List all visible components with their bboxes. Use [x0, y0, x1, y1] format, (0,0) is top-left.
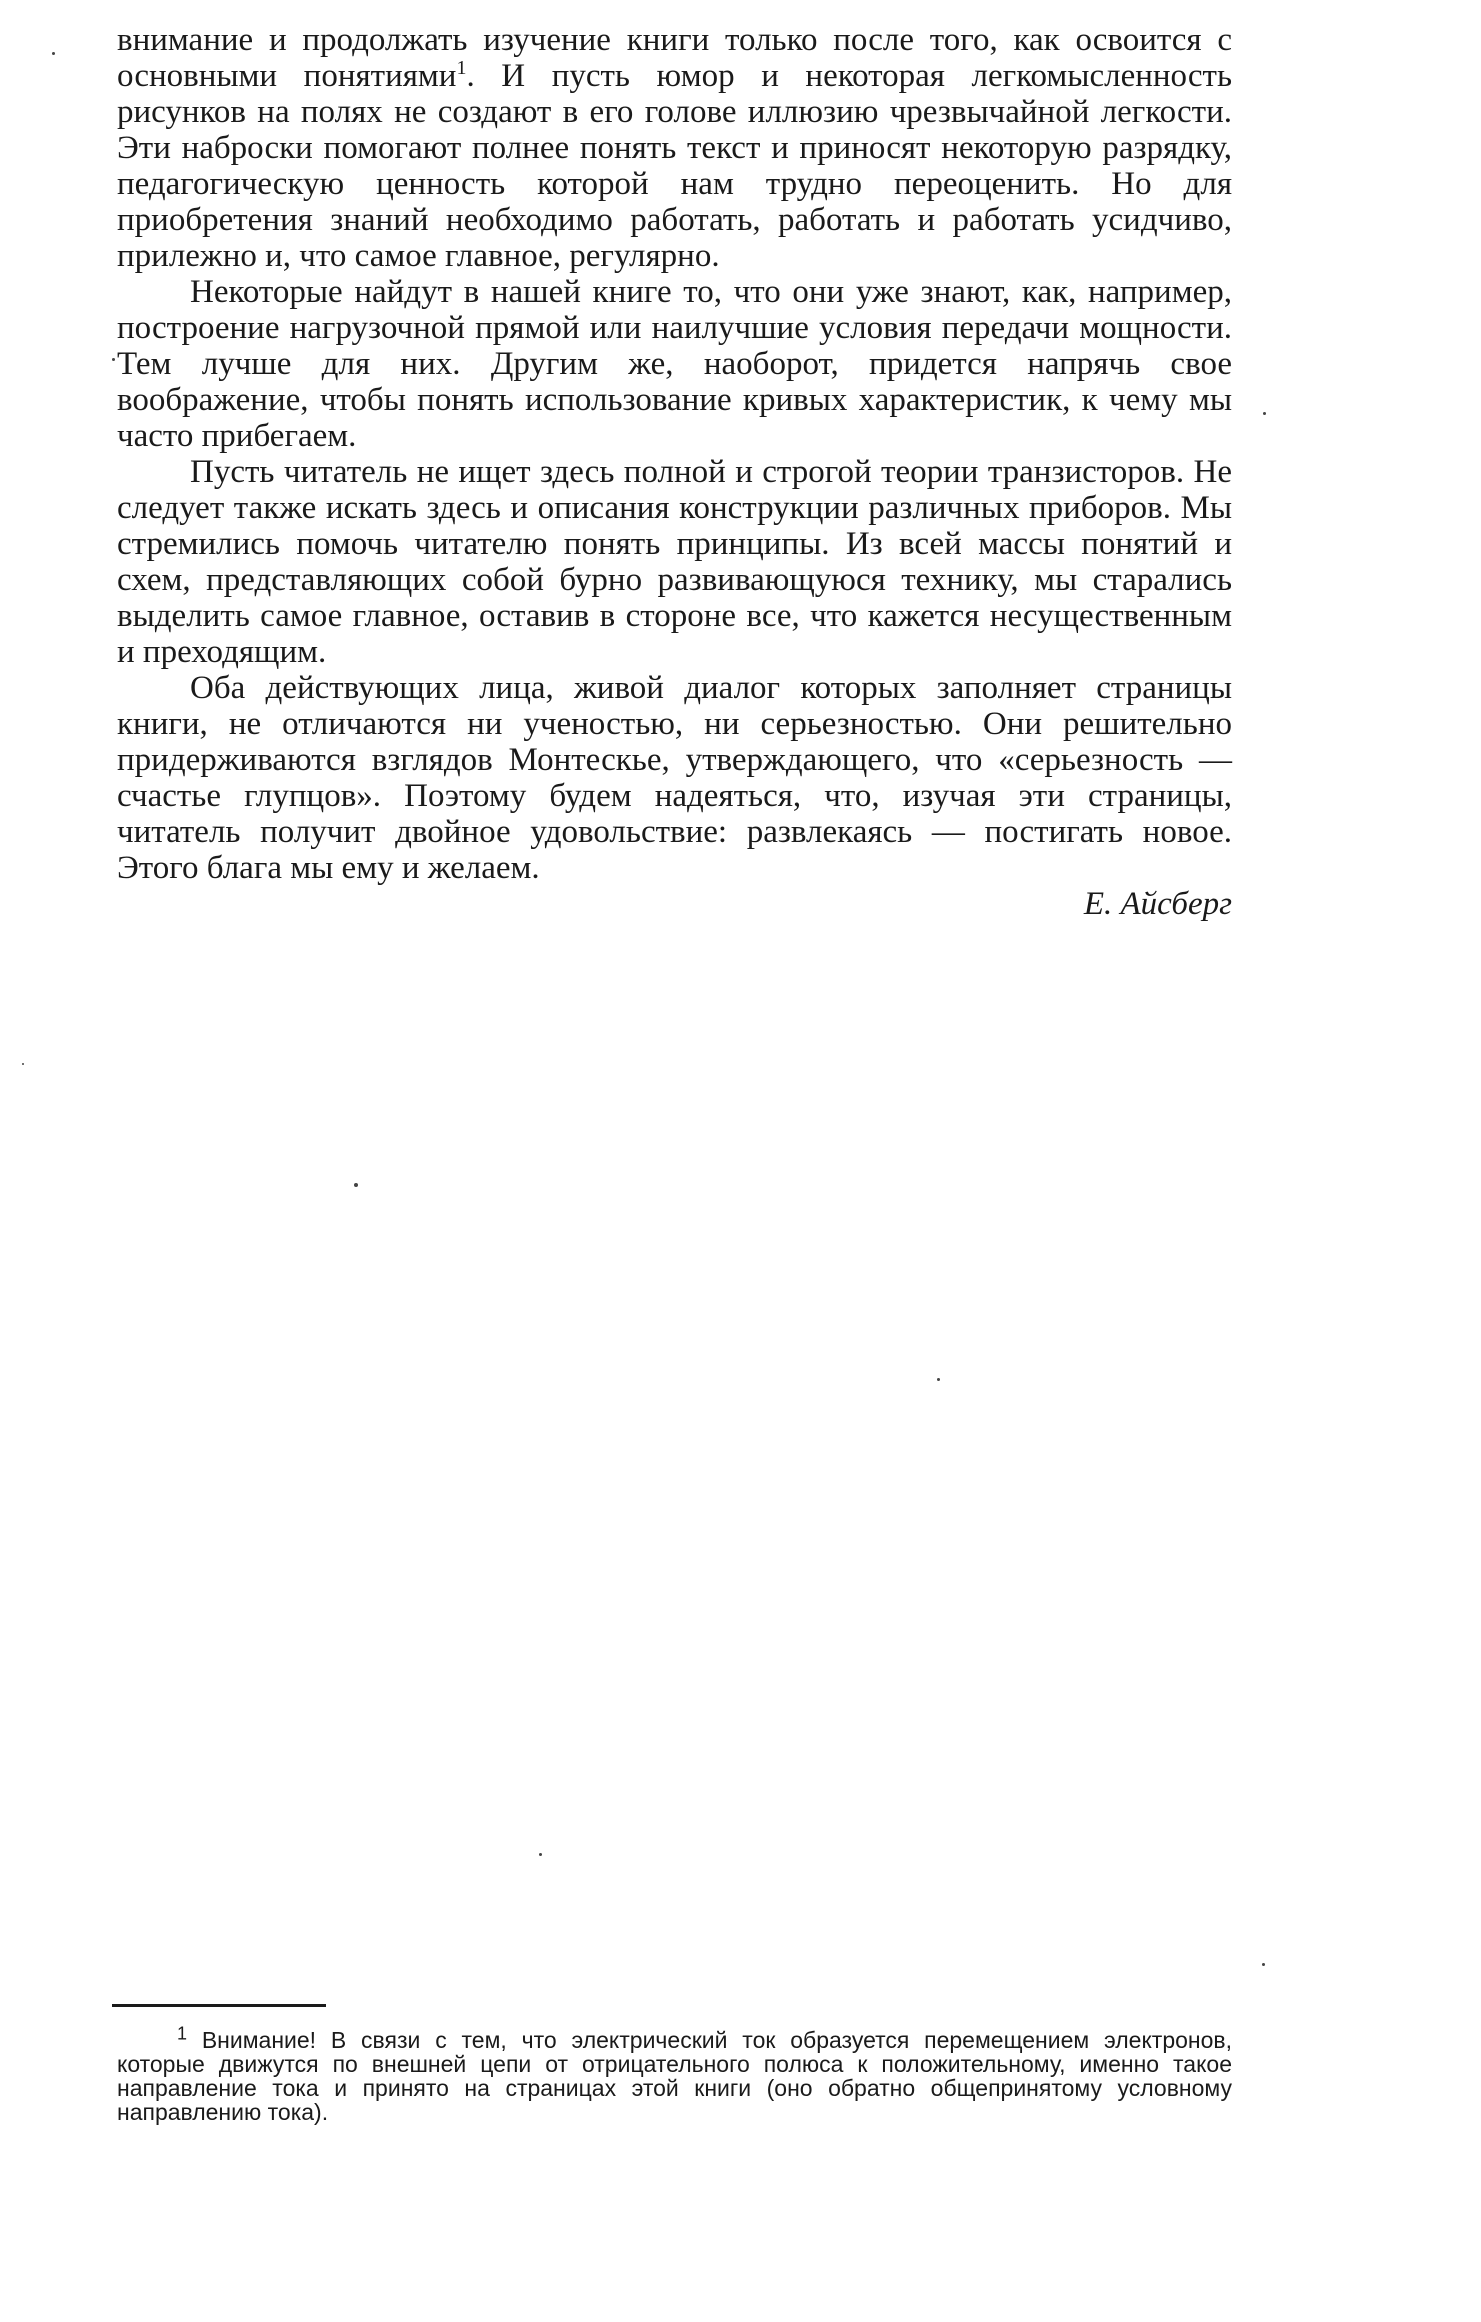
footnote-number: 1 — [177, 2023, 188, 2044]
footnote — [117, 2023, 1232, 2125]
author-signature: Е. Айсберг — [1083, 886, 1232, 922]
scan-speck — [1262, 1963, 1265, 1966]
paragraph-1-continuation: . И пусть юмор и некоторая легкомысленность рисунков на полях не создают в его голове иллюзию чрезвычайной легкости. Эти наброски помогают полнее понять текст и приносят некоторую разрядку, педагогическую ценность которой нам трудно переоценить. Но для приобретения знаний необходимо работать, работать и работать усидчиво, прилежно и, что самое главное, регулярно. — [117, 58, 1233, 274]
paragraph-4: Оба действующих лица, живой диалог которых заполняет страницы книги, не отличаются ни ученостью, ни серьезностью. Они решительно придерживаются взглядов Монтескье, утверждающего, что «серьезность — счастье глупцов». Поэтому будем надеяться, что, изучая эти страницы, читатель получит двойное удовольствие: развлекаясь — постигать новое. Этого блага мы ему и желаем. — [117, 670, 1232, 886]
paragraph-1 — [117, 22, 1232, 274]
scan-speck — [937, 1378, 940, 1381]
scan-speck — [22, 1063, 24, 1065]
scan-speck — [1263, 412, 1266, 415]
paragraph-2: Некоторые найдут в нашей книге то, что они уже знают, как, например, построение нагрузочной прямой или наилучшие условия передачи мощности. Тем лучше для них. Другим же, наоборот, придется напрячь свое воображение, чтобы понять использование кривых характеристик, к чему мы часто прибегаем. — [117, 274, 1232, 454]
scan-speck — [112, 358, 115, 361]
scan-speck — [52, 52, 55, 55]
scan-speck — [354, 1183, 358, 1187]
footnote-reference[interactable]: 1 — [456, 57, 467, 79]
paragraph-1-text: внимание и продолжать изучение книги только после того, как освоится с основными понятиями — [117, 22, 1232, 94]
main-text — [117, 22, 1232, 922]
footnote-paragraph — [117, 2023, 1232, 2125]
paragraph-3: Пусть читатель не ищет здесь полной и строгой теории транзисторов. Не следует также искать здесь и описания конструкции различных приборов. Мы стремились помочь читателю понять принципы. Из всей массы понятий и схем, представляющих собой бурно развивающуюся технику, мы старались выделить самое главное, оставив в стороне все, что кажется несущественным и преходящим. — [117, 454, 1232, 670]
footnote-divider — [112, 2004, 326, 2007]
scan-speck — [539, 1853, 542, 1856]
footnote-text: Внимание! В связи с тем, что электрический ток образуется перемещением электронов, которые движутся по внешней цепи от отрицательного полюса к положительному, именно такое направление тока и принято на страницах этой книги (оно обратно общепринятому условному направлению тока). — [117, 2027, 1232, 2125]
